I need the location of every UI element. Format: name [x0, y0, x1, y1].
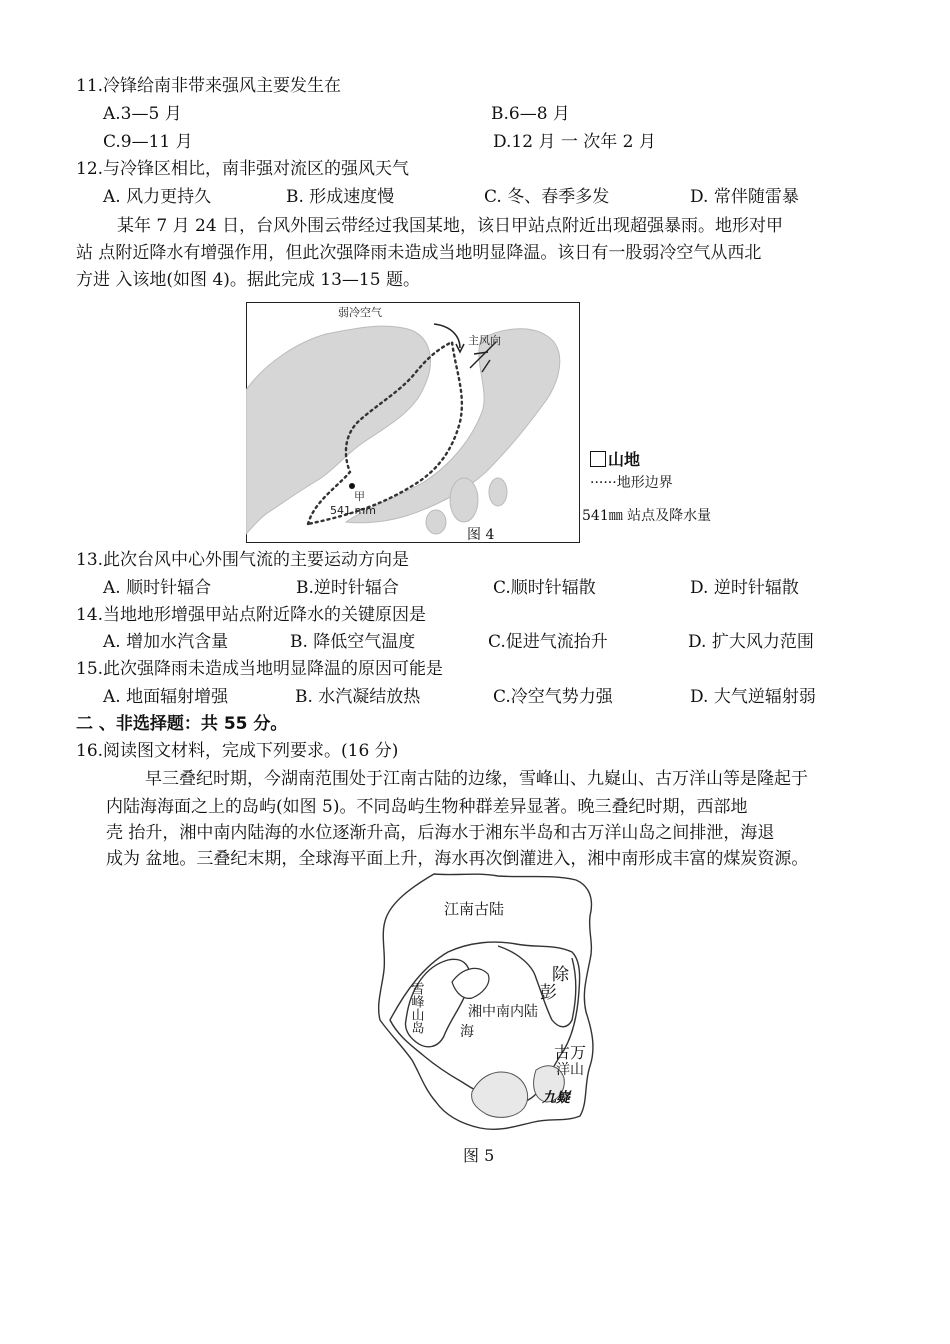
q12-option-d: D. 常伴随雷暴 — [690, 187, 799, 207]
legend-mountain — [590, 449, 640, 471]
q13-option-a: A. 顺时针辐合 — [103, 578, 212, 598]
fig4-station-label: 甲 — [354, 490, 365, 503]
q11-option-b: B.6—8 月 — [491, 104, 570, 124]
intro-line-1: 某年 7 月 24 日，台风外围云带经过我国某地，该日甲站点附近出现超强暴雨。地形对甲 — [117, 216, 784, 236]
q14-option-d: D. 扩大风力范围 — [688, 632, 814, 652]
legend-mountain-label: 山地 — [608, 450, 641, 469]
figure-4-map — [246, 302, 580, 543]
fig5-jiuyi-label: 九嶷 — [542, 1090, 570, 1106]
intro-line-3: 方进 入该地(如图 4)。据此完成 13—15 题。 — [76, 270, 420, 290]
q12-option-c: C. 冬、春季多发 — [484, 187, 610, 207]
q13-option-c: C.顺时针辐散 — [493, 578, 596, 598]
fig5-sea-label-1: 湘中南内陆 — [468, 1004, 538, 1020]
q14-option-c: C.促进气流抬升 — [488, 632, 608, 652]
legend-boundary: ······地形边界 — [590, 475, 673, 491]
q15-option-d: D. 大气逆辐射弱 — [690, 687, 816, 707]
figure-5-caption: 图 5 — [463, 1146, 495, 1165]
figure-4-caption: 图 4 — [467, 527, 495, 543]
q12-option-b: B. 形成速度慢 — [286, 187, 395, 207]
q15-option-b: B. 水汽凝结放热 — [295, 687, 421, 707]
q11-option-a: A.3—5 月 — [103, 104, 182, 124]
fig4-wind-label: 主风向 — [468, 334, 501, 347]
q15-option-c: C.冷空气势力强 — [493, 687, 613, 707]
fig5-guwan-label-1: 古万 — [554, 1043, 587, 1062]
fig4-rain-label: 541 mm — [330, 504, 376, 517]
legend-station: 541㎜ 站点及降水量 — [582, 508, 712, 524]
q14-stem: 14.当地地形增强甲站点附近降水的关键原因是 — [76, 605, 427, 625]
q12-stem: 12.与冷锋区相比，南非强对流区的强风天气 — [76, 159, 410, 179]
q16-line-3: 壳 抬升，湘中南内陆海的水位逐渐升高，后海水于湘东半岛和古万洋山岛之间排泄，海退 — [106, 823, 775, 843]
q14-option-b: B. 降低空气温度 — [290, 632, 416, 652]
q13-option-d: D. 逆时针辐散 — [690, 578, 799, 598]
q15-option-a: A. 地面辐射增强 — [103, 687, 229, 707]
intro-line-2: 站 点附近降水有增强作用，但此次强降雨未造成当地明显降温。该日有一股弱冷空气从西北 — [76, 243, 762, 263]
fig5-xiangdong-label-1: 除 — [552, 965, 569, 985]
q11-option-d: D.12 月 一 次年 2 月 — [493, 132, 656, 152]
section-2-heading: 二 、非选择题：共 55 分。 — [76, 714, 288, 734]
q16-line-2: 内陆海海面之上的岛屿(如图 5)。不同岛屿生物种群差异显著。晚三叠纪时期，西部地 — [106, 797, 748, 817]
legend-mountain-swatch — [590, 451, 606, 467]
q11-option-c: C.9—11 月 — [103, 132, 193, 152]
q16-stem: 16.阅读图文材料，完成下列要求。(16 分) — [76, 741, 399, 761]
q15-stem: 15.此次强降雨未造成当地明显降温的原因可能是 — [76, 659, 444, 679]
fig5-jiangnan-label: 江南古陆 — [444, 900, 505, 918]
q12-option-a: A. 风力更持久 — [103, 187, 212, 207]
q14-option-a: A. 增加水汽含量 — [103, 632, 229, 652]
q16-line-1: 早三叠纪时期，今湖南范围处于江南古陆的边缘，雪峰山、九嶷山、古万洋山等是隆起于 — [145, 769, 808, 789]
q16-line-4: 成为 盆地。三叠纪末期，全球海平面上升，海水再次倒灌进入，湘中南形成丰富的煤炭资源。 — [106, 849, 809, 869]
fig5-sea-label-2: 海 — [460, 1024, 474, 1040]
q13-option-b: B.逆时针辐合 — [296, 578, 399, 598]
q11-stem: 11.冷锋给南非带来强风主要发生在 — [76, 76, 342, 96]
fig4-cold-air-label: 弱冷空气 — [338, 306, 382, 319]
q13-stem: 13.此次台风中心外围气流的主要运动方向是 — [76, 550, 410, 570]
fig5-xiangdong-label-2: 彭 — [540, 983, 557, 1003]
fig5-xuefeng-label: 雪峰山岛 — [408, 982, 424, 1034]
figure-5-map — [376, 870, 616, 1140]
fig5-guwan-label-2: 洋山 — [556, 1062, 584, 1078]
